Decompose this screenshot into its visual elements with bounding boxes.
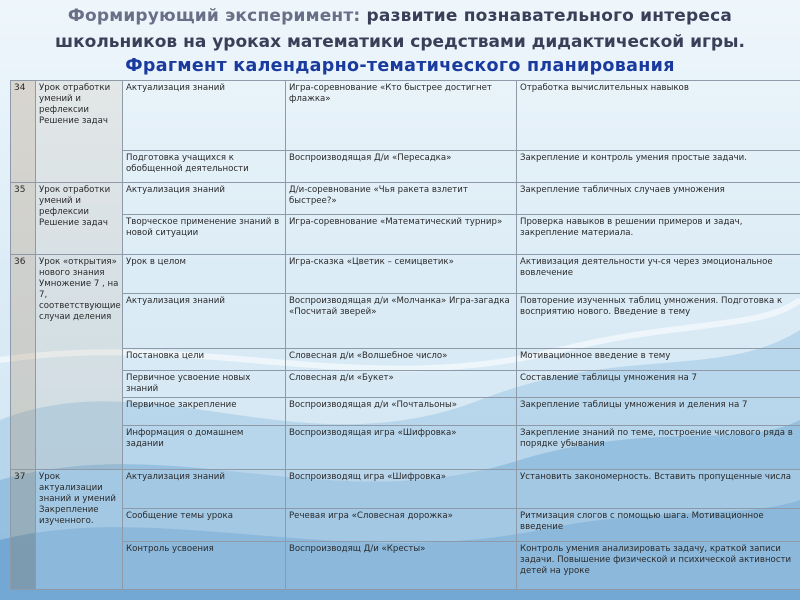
table-row	[11, 81, 800, 151]
lesson-goal: Отработка вычислительных навыков	[517, 81, 800, 151]
didactic-game: Воспроизводящая д/и «Почтальоны»	[286, 398, 517, 426]
title-rest: развитие познавательного интереса	[360, 6, 733, 26]
lesson-goal: Контроль умения анализировать задачу, краткой записи задачи. Повышение физической и психической активности детей на уроке	[517, 542, 800, 590]
didactic-game: Словесная д/и «Волшебное число»	[286, 349, 517, 371]
lesson-goal: Мотивационное введение в тему	[517, 349, 800, 371]
lesson-goal: Закрепление знаний по теме, построение числового ряда в порядке убывания	[517, 426, 800, 470]
table-row	[11, 349, 800, 371]
lesson-stage: Актуализация знаний	[123, 294, 286, 349]
title-line-1	[0, 6, 800, 26]
lesson-stage: Актуализация знаний	[123, 183, 286, 215]
table-row	[11, 151, 800, 183]
table-row	[11, 398, 800, 426]
lesson-type: Урок «открытия» нового знания Умножение 7 , на 7, соответствующие случаи деления	[36, 255, 123, 470]
table-row	[11, 215, 800, 255]
lesson-stage: Первичное усвоение новых знаний	[123, 371, 286, 398]
didactic-game: Игра-соревнование «Математический турнир»	[286, 215, 517, 255]
lesson-stage: Контроль усвоения	[123, 542, 286, 590]
table-row	[11, 509, 800, 542]
lesson-stage: Информация о домашнем задании	[123, 426, 286, 470]
lesson-number: 36	[11, 255, 36, 470]
didactic-game: Воспроизводящ Д/и «Кресты»	[286, 542, 517, 590]
didactic-game: Воспроизводящая игра «Шифровка»	[286, 426, 517, 470]
lesson-stage: Творческое применение знаний в новой ситуации	[123, 215, 286, 255]
table-row	[11, 294, 800, 349]
lesson-type: Урок отработки умений и рефлексии Решение задач	[36, 183, 123, 255]
planning-table	[10, 80, 800, 590]
lesson-goal: Составление таблицы умножения на 7	[517, 371, 800, 398]
didactic-game: Воспроизводящая Д/и «Пересадка»	[286, 151, 517, 183]
lesson-goal: Ритмизация слогов с помощью шага. Мотивационное введение	[517, 509, 800, 542]
lesson-stage: Сообщение темы урока	[123, 509, 286, 542]
didactic-game: Д/и-соревнование «Чья ракета взлетит быстрее?»	[286, 183, 517, 215]
subtitle: Фрагмент календарно-тематического планирования	[125, 56, 675, 76]
lesson-stage: Актуализация знаний	[123, 81, 286, 151]
lesson-stage: Первичное закрепление	[123, 398, 286, 426]
lesson-goal: Закрепление таблицы умножения и деления на 7	[517, 398, 800, 426]
table-row	[11, 183, 800, 215]
lesson-number: 34	[11, 81, 36, 183]
lesson-goal: Установить закономерность. Вставить пропущенные числа	[517, 470, 800, 509]
lesson-goal: Повторение изученных таблиц умножения. Подготовка к восприятию нового. Введение в тему	[517, 294, 800, 349]
lesson-stage: Постановка цели	[123, 349, 286, 371]
didactic-game: Словесная д/и «Букет»	[286, 371, 517, 398]
lesson-type: Урок актуализации знаний и умений Закрепление изученного.	[36, 470, 123, 590]
lesson-goal: Активизация деятельности уч-ся через эмоциональное вовлечение	[517, 255, 800, 294]
lesson-stage: Подготовка учащихся к обобщенной деятельности	[123, 151, 286, 183]
table-row	[11, 371, 800, 398]
didactic-game: Воспроизводящая д/и «Молчанка» Игра-загадка «Посчитай зверей»	[286, 294, 517, 349]
didactic-game: Воспроизводящ игра «Шифровка»	[286, 470, 517, 509]
lesson-goal: Закрепление и контроль умения простые задачи.	[517, 151, 800, 183]
title-lead: Формирующий эксперимент:	[67, 6, 361, 26]
lesson-number: 35	[11, 183, 36, 255]
didactic-game: Речевая игра «Словесная дорожка»	[286, 509, 517, 542]
title-line-2: школьников на уроках математики средствами дидактической игры.	[55, 32, 745, 52]
didactic-game: Игра-соревнование «Кто быстрее достигнет флажка»	[286, 81, 517, 151]
table-row	[11, 426, 800, 470]
lesson-type: Урок отработки умений и рефлексии Решение задач	[36, 81, 123, 183]
table-row	[11, 470, 800, 509]
lesson-goal: Проверка навыков в решении примеров и задач, закрепление материала.	[517, 215, 800, 255]
header	[0, 0, 800, 82]
table-row	[11, 255, 800, 294]
lesson-stage: Урок в целом	[123, 255, 286, 294]
lesson-stage: Актуализация знаний	[123, 470, 286, 509]
table-row	[11, 542, 800, 590]
lesson-goal: Закрепление табличных случаев умножения	[517, 183, 800, 215]
didactic-game: Игра-сказка «Цветик – семицветик»	[286, 255, 517, 294]
lesson-number: 37	[11, 470, 36, 590]
